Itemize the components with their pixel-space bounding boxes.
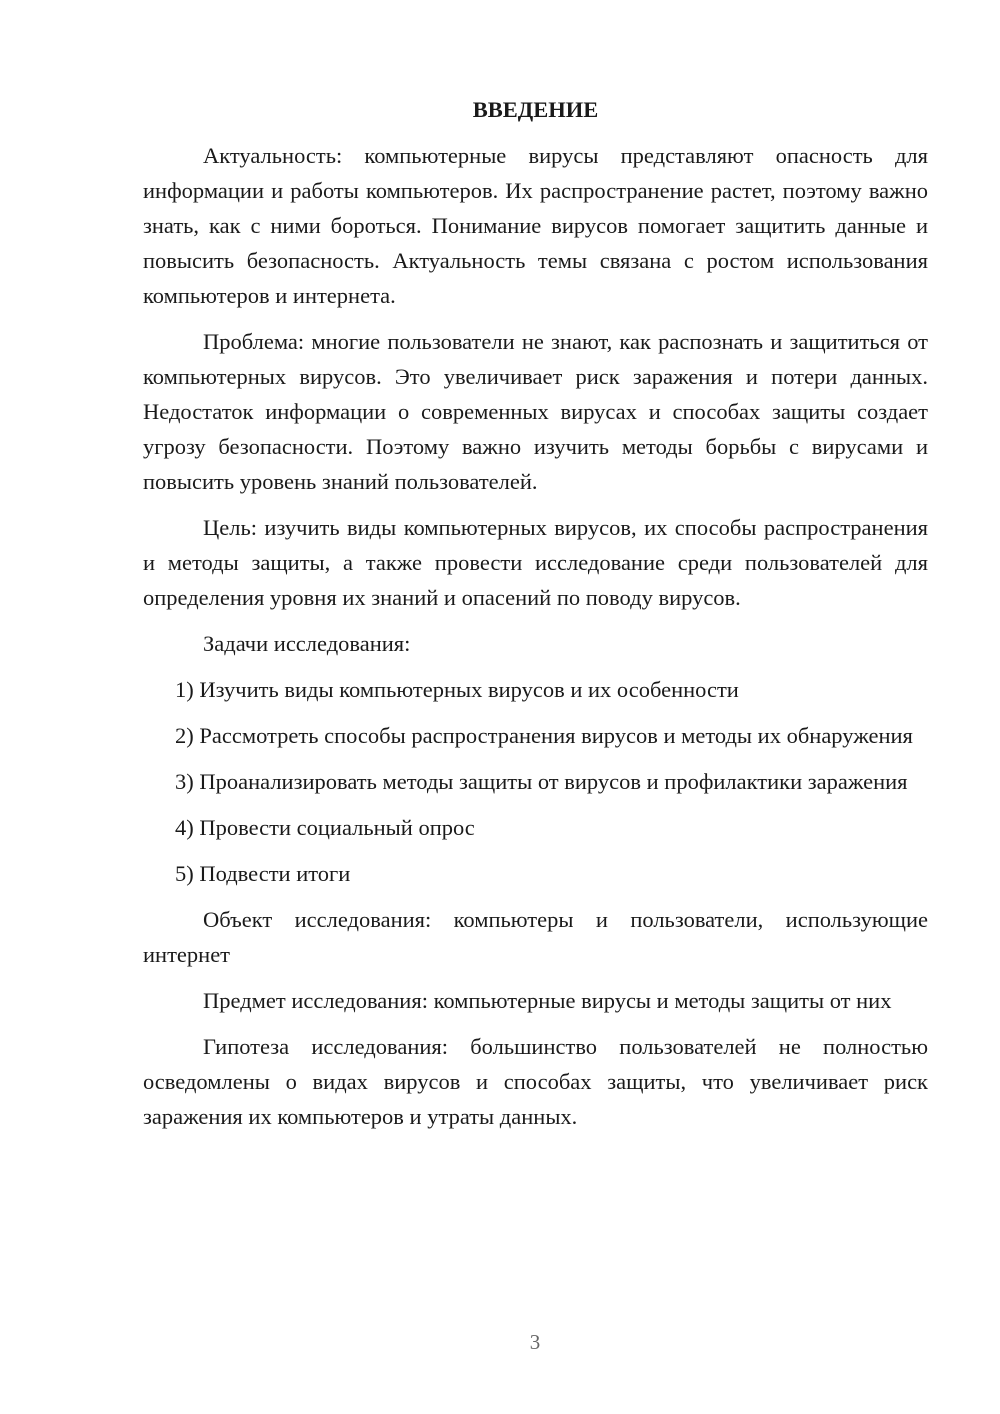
document-body — [143, 95, 928, 1145]
hypothesis-paragraph: Гипотеза исследования: большинство пользователей не полностью осведомлены о видах вирусов и способах защиты, что увеличивает риск заражения их компьютеров и утраты данных. — [143, 1034, 928, 1129]
task-item: 5) Подвести итоги — [175, 861, 351, 886]
page-title: ВВЕДЕНИЕ — [472, 97, 599, 122]
subject-paragraph: Предмет исследования: компьютерные вирусы и методы защиты от них — [203, 988, 892, 1013]
tasks-heading: Задачи исследования: — [203, 631, 411, 656]
task-item: 3) Проанализировать методы защиты от вирусов и профилактики заражения — [175, 769, 908, 794]
problem-paragraph: Проблема: многие пользователи не знают, как распознать и защититься от компьютерных вирусов. Это увеличивает риск заражения и потери данных. Недостаток информации о современных вирусах и способах защиты создает угрозу безопасности. Поэтому важно изучить методы борьбы с вирусами и повысить уровень знаний пользователей. — [143, 329, 928, 494]
task-item: 2) Рассмотреть способы распространения вирусов и методы их обнаружения — [175, 723, 913, 748]
goal-paragraph: Цель: изучить виды компьютерных вирусов, их способы распространения и методы защиты, а также провести исследование среди пользователей для определения уровня их знаний и опасений по поводу вирусов. — [143, 515, 928, 610]
task-item: 4) Провести социальный опрос — [175, 815, 475, 840]
object-paragraph: Объект исследования: компьютеры и пользователи, использующие интернет — [143, 907, 928, 967]
task-item: 1) Изучить виды компьютерных вирусов и их особенности — [175, 677, 739, 702]
page-number: 3 — [529, 1330, 541, 1354]
relevance-paragraph: Актуальность: компьютерные вирусы представляют опасность для информации и работы компьютеров. Их распространение растет, поэтому важно знать, как с ними бороться. Понимание вирусов помогает защитить данные и повысить безопасность. Актуальность темы связана с ростом использования компьютеров и интернета. — [143, 143, 928, 308]
